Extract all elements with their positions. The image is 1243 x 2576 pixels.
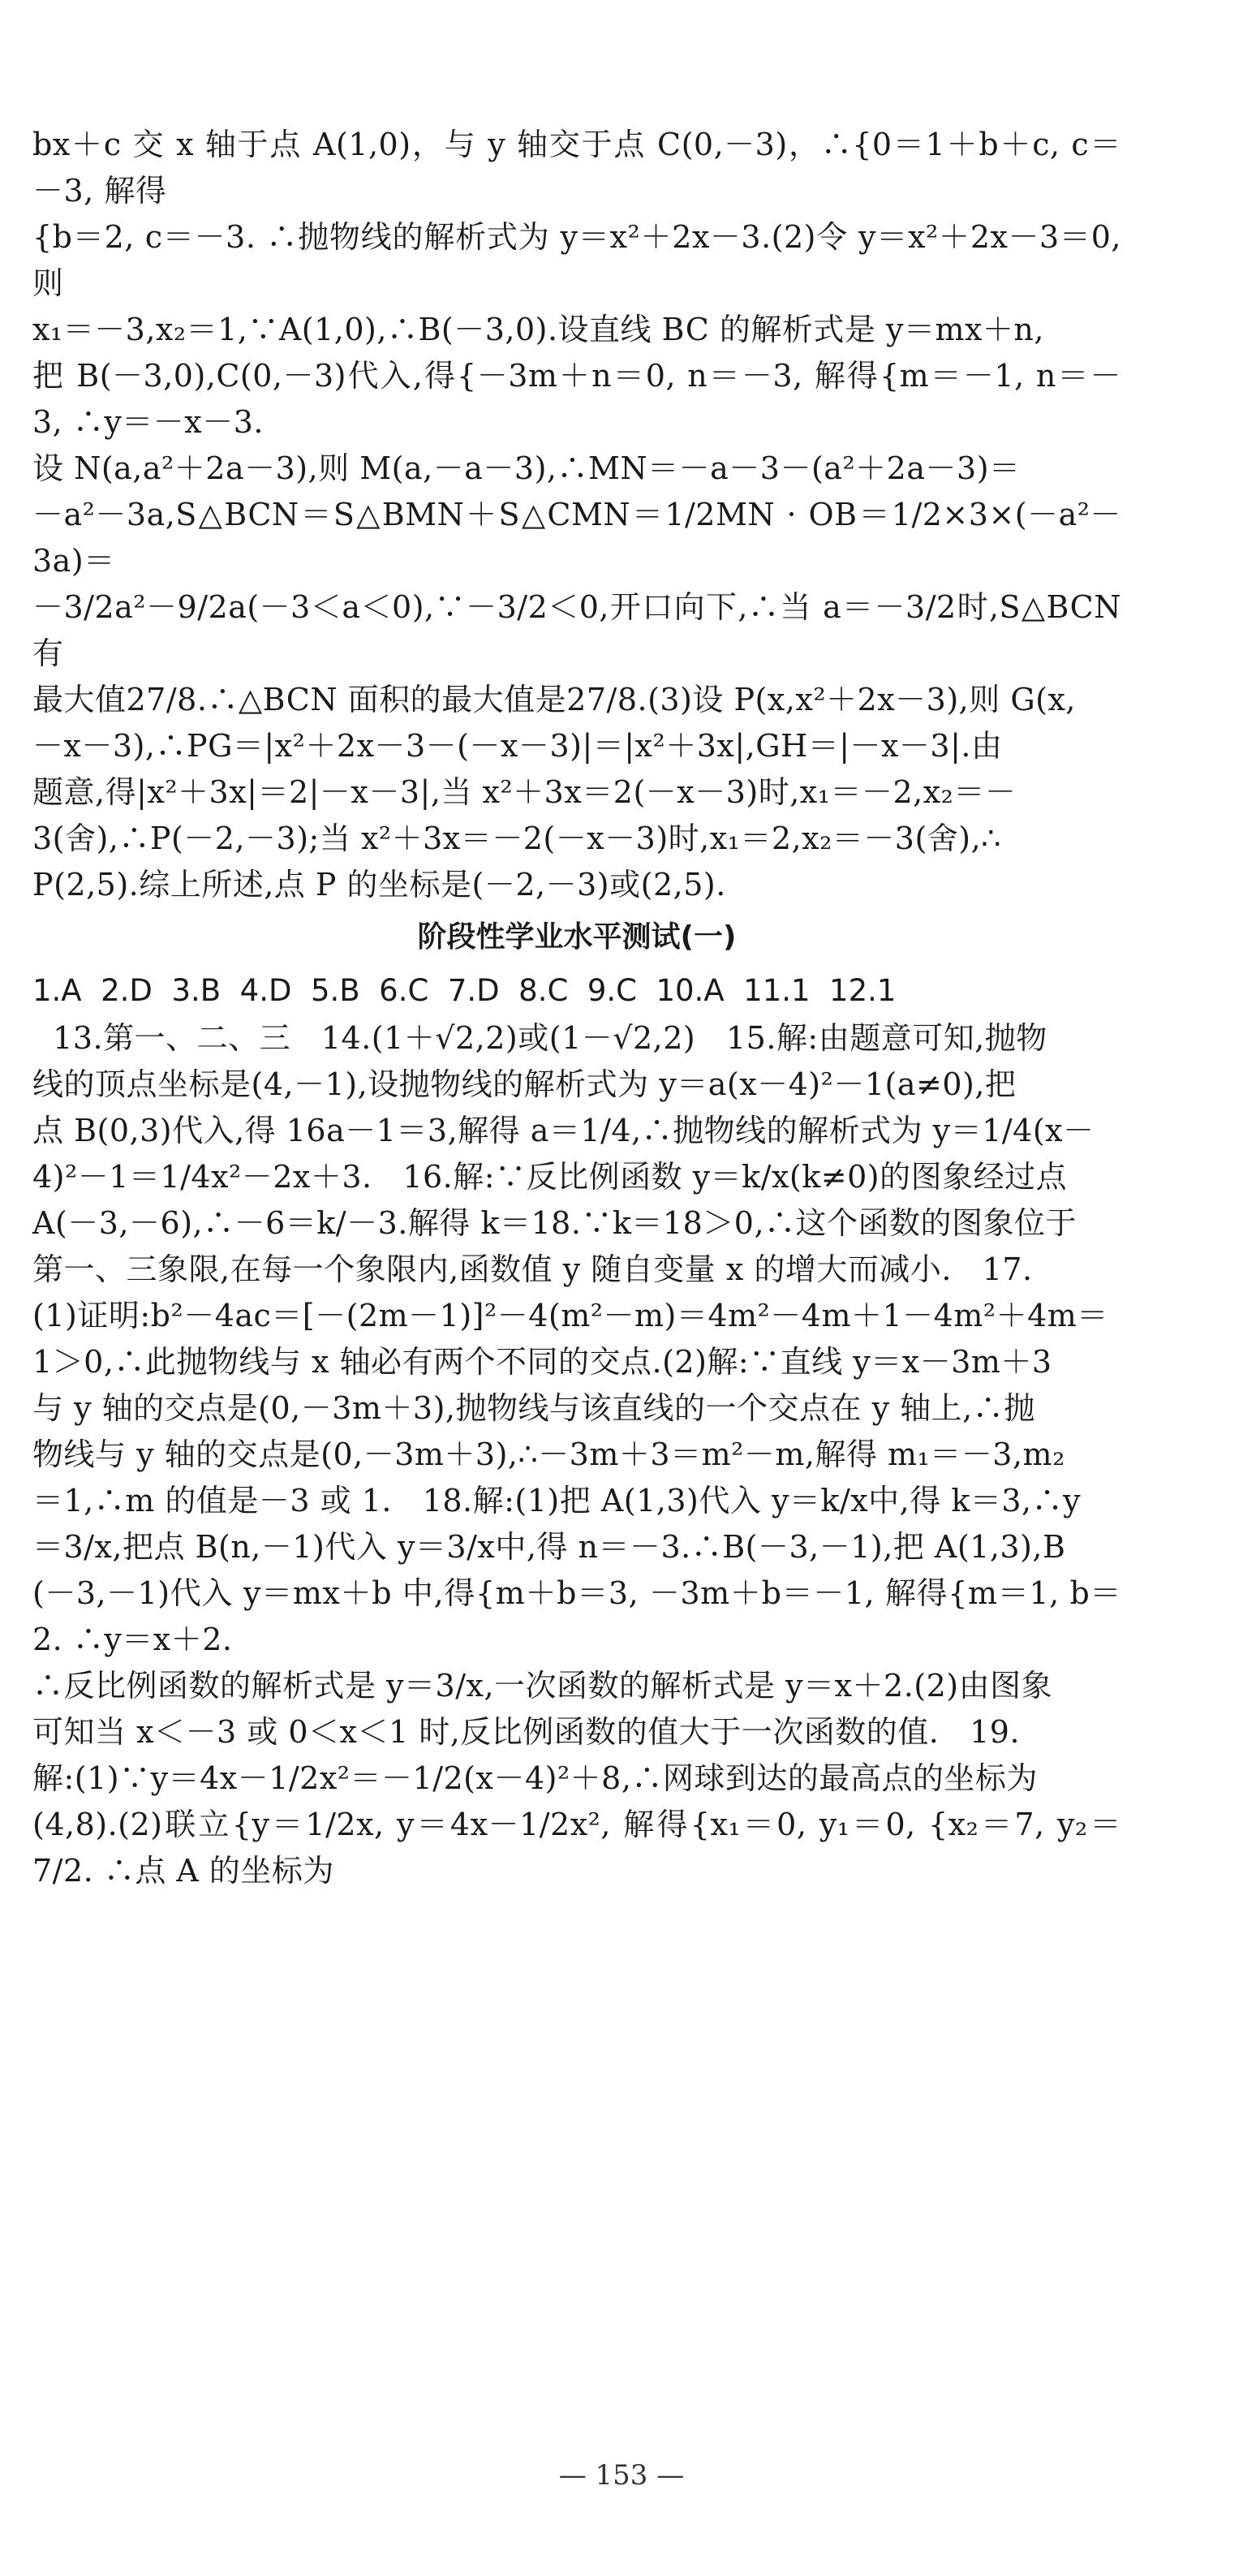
text-line: x₁＝－3,x₂＝1,∵A(1,0),∴B(－3,0).设直线 BC 的解析式是 y＝mx＋n, [32, 312, 1044, 347]
text-line: 点 B(0,3)代入,得 16a－1＝3,解得 a＝1/4,∴抛物线的解析式为 y＝1/4(x－ [32, 1113, 1095, 1148]
text-line: 解:(1)∵y＝4x－1/2x²＝－1/2(x－4)²＋8,∴网球到达的最高点的坐标为 [32, 1760, 1038, 1796]
text-line: －3/2a²－9/2a(－3＜a＜0),∵－3/2＜0,开口向下,∴当 a＝－3/2时,S△BCN有 [32, 589, 1121, 671]
text-line: 3(舍),∴P(－2,－3);当 x²＋3x＝－2(－x－3)时,x₁＝2,x₂＝－3(舍),∴ [32, 821, 1001, 856]
text-line: 设 N(a,a²＋2a－3),则 M(a,－a－3),∴MN＝－a－3－(a²＋2a－3)＝ [32, 450, 1021, 486]
text-line: (1)证明:b²－4ac＝[－(2m－1)]²－4(m²－m)＝4m²－4m＋1－4m²＋4m＝ [32, 1298, 1108, 1333]
solution-text-part1 [32, 122, 1121, 908]
text-line: (4,8).(2)联立{y＝1/2x, y＝4x－1/2x², 解得{x₁＝0, y₁＝0, {x₂＝7, y₂＝7/2. ∴点 A 的坐标为 [32, 1807, 1121, 1889]
page-number: — 153 — [558, 2459, 685, 2492]
solution-text-part2 [32, 1015, 1121, 1894]
text-line: 把 B(－3,0),C(0,－3)代入,得{－3m＋n＝0, n＝－3, 解得{m＝－1, n＝－3, ∴y＝－x－3. [32, 358, 1121, 440]
text-line: A(－3,－6),∴－6＝k/－3.解得 k＝18.∵k＝18＞0,∴这个函数的图象位于 [32, 1205, 1077, 1241]
text-line: ∴反比例函数的解析式是 y＝3/x,一次函数的解析式是 y＝x＋2.(2)由图象 [32, 1668, 1053, 1704]
text-line: ＝3/x,把点 B(n,－1)代入 y＝3/x中,得 n＝－3.∴B(－3,－1),把 A(1,3),B [32, 1529, 1066, 1565]
text-line: 4)²－1＝1/4x²－2x＋3. 16.解:∵反比例函数 y＝k/x(k≠0)的图象经过点 [32, 1159, 1068, 1195]
text-line: ＝1,∴m 的值是－3 或 1. 18.解:(1)把 A(1,3)代入 y＝k/x中,得 k＝3,∴y [32, 1483, 1082, 1518]
text-line: bx＋c 交 x 轴于点 A(1,0)，与 y 轴交于点 C(0,－3)，∴{0＝1＋b＋c, c＝－3, 解得 [32, 127, 1121, 209]
text-line: P(2,5).综上所述,点 P 的坐标是(－2,－3)或(2,5). [32, 867, 726, 902]
text-line: {b＝2, c＝－3. ∴抛物线的解析式为 y＝x²＋2x－3.(2)令 y＝x²＋2x－3＝0,则 [32, 219, 1121, 301]
text-line: 物线与 y 轴的交点是(0,－3m＋3),∴－3m＋3＝m²－m,解得 m₁＝－3,m₂ [32, 1437, 1065, 1472]
section-heading: 阶段性学业水平测试(一) [417, 920, 737, 954]
text-line: 第一、三象限,在每一个象限内,函数值 y 随自变量 x 的增大而减小. 17. [32, 1251, 1033, 1287]
text-line: 与 y 轴的交点是(0,－3m＋3),抛物线与该直线的一个交点在 y 轴上,∴抛 [32, 1390, 1035, 1426]
text-line: 线的顶点坐标是(4,－1),设抛物线的解析式为 y＝a(x－4)²－1(a≠0),把 [32, 1066, 1017, 1102]
text-line: 13.第一、二、三 14.(1＋√2,2)或(1－√2,2) 15.解:由题意可知,抛物 [32, 1020, 1047, 1056]
text-line: (－3,－1)代入 y＝mx＋b 中,得{m＋b＝3, －3m＋b＝－1, 解得{m＝1, b＝2. ∴y＝x＋2. [32, 1575, 1121, 1657]
text-line: 最大值27/8.∴△BCN 面积的最大值是27/8.(3)设 P(x,x²＋2x－3),则 G(x, [32, 682, 1077, 717]
text-line: 题意,得|x²＋3x|＝2|－x－3|,当 x²＋3x＝2(－x－3)时,x₁＝－2,x₂＝－ [32, 774, 1017, 810]
text-line: －a²－3a,S△BCN＝S△BMN＋S△CMN＝1/2MN · OB＝1/2×3×(－a²－3a)＝ [32, 497, 1121, 579]
text-line: 1＞0,∴此抛物线与 x 轴必有两个不同的交点.(2)解:∵直线 y＝x－3m＋3 [32, 1344, 1052, 1380]
text-line: 可知当 x＜－3 或 0＜x＜1 时,反比例函数的值大于一次函数的值. 19. [32, 1714, 1021, 1750]
text-line: －x－3),∴PG＝|x²＋2x－3－(－x－3)|＝|x²＋3x|,GH＝|－x－3|.由 [32, 728, 1003, 764]
multiple-choice-answers: 1.A 2.D 3.B 4.D 5.B 6.C 7.D 8.C 9.C 10.A 11.1 12.1 [32, 973, 897, 1008]
